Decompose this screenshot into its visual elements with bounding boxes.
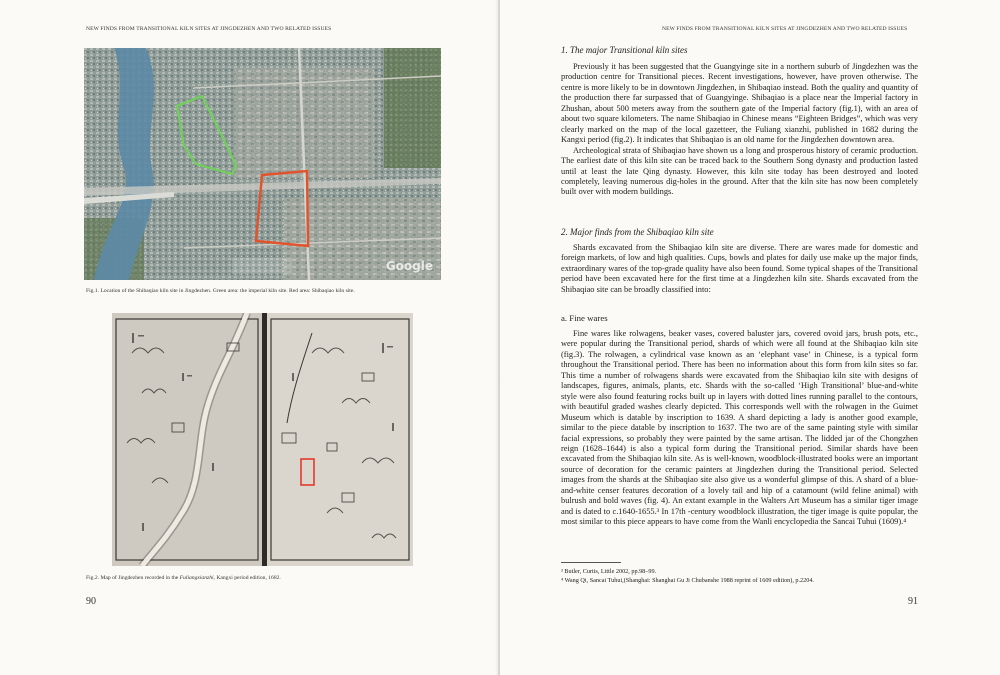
section2-body xyxy=(561,243,918,295)
figure2-caption-italic: Fuliangxianzhi, xyxy=(179,575,215,581)
section2-paragraph-1: Shards excavated from the Shibaqiao kiln site are diverse. There are wares made for domestic and foreign markets, of low and high qualities. Cups, bowls and plates for daily use make up the major finds, extraordinary wares of the top-grade quality have also been found. Some typical shapes of the Transitional period have been excavated here for the first time at a Jingdezhen kiln site. Shards excavated from the Shibaqiao site can be broadly classified into: xyxy=(561,243,918,294)
section1-paragraph-1: Previously it has been suggested that the Guangyinge site in a northern suburb of Jingdezhen was the production centre for Transitional pieces. Recent investigations, however, have proven otherwise. The centre is more likely to be in downtown Jingdezhen, in Shibaqiao instead. Both the quality and quantity of the production there far surpassed that of Guangyinge. Shibaqiao is a place near the Imperial factory in Zhushan, about 500 meters away from the southern gate of the Imperial factory (fig.1), with an area of about two square kilometers. The name Shibaqiao in Chinese means “Eighteen Bridges”, which was very clearly marked on the map of the local gazetteer, the Fuliang xianzhi, published in 1682 during the Kangxi period (fig.2). It indicates that Shibaqiao is an old name for the Jingdezhen downtown area. xyxy=(561,62,918,145)
figure2-caption xyxy=(86,575,281,581)
figure1-caption: Fig.1. Location of the Shibaqiao kiln site in Jingdezhen. Green area: the imperial kiln site. Red area: Shibaqiao kiln site. xyxy=(86,288,355,294)
left-running-head: NEW FINDS FROM TRANSITIONAL KILN SITES AT JINGDEZHEN AND TWO RELATED ISSUES xyxy=(86,26,332,32)
satellite-image xyxy=(84,48,441,280)
footnotes xyxy=(561,562,814,585)
subsection-a-heading: a. Fine wares xyxy=(561,313,608,323)
right-page xyxy=(500,0,1000,675)
right-running-head: NEW FINDS FROM TRANSITIONAL KILN SITES AT JINGDEZHEN AND TWO RELATED ISSUES xyxy=(662,26,908,32)
section1-body xyxy=(561,62,918,198)
section2-heading: 2. Major finds from the Shibaqiao kiln site xyxy=(561,227,714,237)
subsection-a-paragraph-1: Fine wares like rolwagens, beaker vases, covered baluster jars, covered ovoid jars, brush pots, etc., were popular during the Transitional period, shards of which were all found at the Shibaqiao kiln site (fig.3). The rolwagen, a cylindrical vase known as an ‘elephant vase’ in Chinese, is a typical form throughout the Transitional period. There has been no information about this form from kiln sites so far. This time a number of rolwagens shards were excavated from the Shibaqiao kiln site with designs of landscapes, figures, animals, plants, etc. Shards with the so-called ‘High Transitional’ blue-and-white style were also found featuring rocks built up in layers with dotted lines running parallel to the contours, with beautiful graded washes clearly depicted. This corresponds well with the rolwagen in the Guimet Museum which is datable by inscription to 1639. A shard depicting a lady is another good example, similar to the piece datable by inscription to 1637. The two are of the same painting style with similar facial expressions, so probably they were painted by the same artisan. The lidded jar of the Chongzhen reign (1628–1644) is also a typical form during the Transitional period. Similar shards have been excavated from the Shibaqiao kiln site. As is well-known, woodblock-illustrated books were an important source of decoration for the ceramic painters at Jingdezhen during the Transitional period. Selected images from the shards at the Shibaqiao site also give us a wonderful glimpse of this. A shard of a blue-and-white censer features decoration of a lovely tail and hip of a catamount (wild feline animal) with bulrush and bold waves (fig. 4). An extant example in the Walters Art Museum has a similar tiger image and is dated to c.1640-1655.³ In 17th -century woodblock illustration, the tiger image is quite popular, the most similar to this piece appears to have come from the Wanli encyclopedia the Sancai Tuhui (1609).⁴ xyxy=(561,329,918,527)
section1-paragraph-2: Archeological strata of Shibaqiao have shown us a long and prosperous history of ceramic production. The earliest date of this kiln site can be traced back to the Southern Song dynasty and production lasted until at least the late Qing dynasty. However, this kiln site today has been destroyed and looted completely, leaving numerous dig-holes in the ground. After that the kiln site has now been completely built over with modern buildings. xyxy=(561,145,918,197)
figure1-satellite-map xyxy=(84,48,441,280)
footnote-3: ³ Butler, Curtis, Little 2002, pp.98–99. xyxy=(561,568,657,575)
left-page-number: 90 xyxy=(86,596,96,607)
google-watermark: Google xyxy=(385,259,433,273)
figure2-old-map xyxy=(112,313,413,566)
figure2-caption-suffix: Kangxi period edition, 1682. xyxy=(214,575,281,581)
footnote-4: ⁴ Wang Qi, Sancai Tuhui,(Shanghai: Shanghai Gu Ji Chubanshe 1988 reprint of 1609 edition), p.2204. xyxy=(561,577,814,585)
figure2-caption-prefix: Fig.2. Map of Jingdezhen recorded in the xyxy=(86,575,180,581)
gazetteer-map-image xyxy=(112,313,413,566)
section1-heading: 1. The major Transitional kiln sites xyxy=(561,45,688,55)
footnote-rule xyxy=(561,562,621,563)
subsection-a-body xyxy=(561,329,918,528)
left-page xyxy=(0,0,498,675)
right-page-number: 91 xyxy=(908,596,918,607)
